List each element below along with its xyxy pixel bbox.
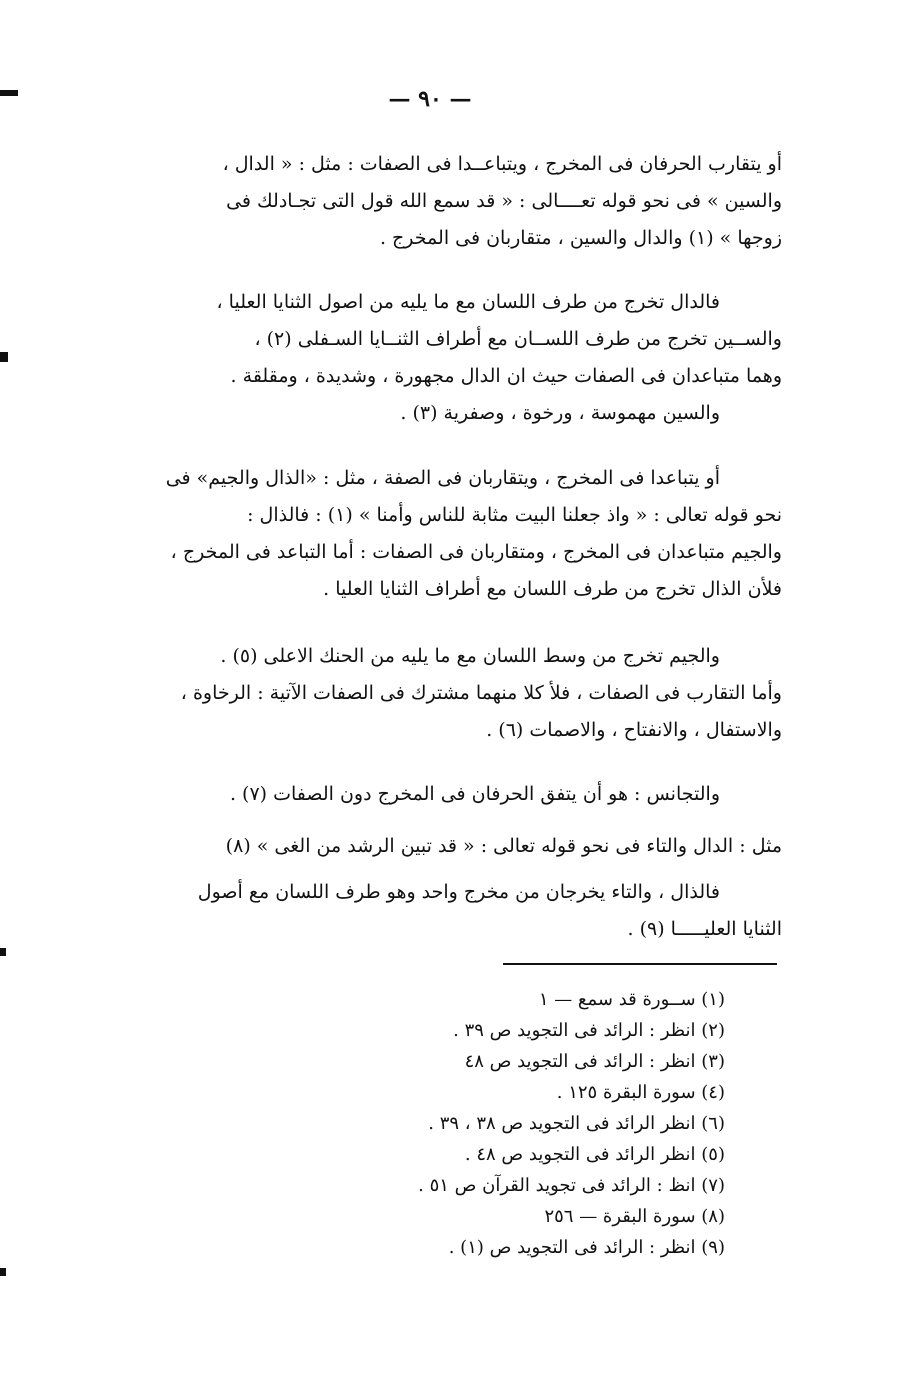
footnote-divider [503,963,777,965]
paragraph [96,284,782,432]
footnote: (٣) انظر : الرائد فى التجويد ص ٤٨ [464,1051,725,1072]
text-line: وهما متباعدان فى الصفات حيث ان الدال مجهورة ، وشديدة ، ومقلقة . [230,365,782,387]
text-line: والســين تخرج من طرف اللســان مع أطراف الثنــايا السـفلى (٢) ، [254,328,782,350]
text-line: مثل : الدال والتاء فى نحو قوله تعالى : « قد تبين الرشد من الغى » (٨) [225,835,782,857]
text-line: نحو قوله تعالى : « واذ جعلنا البيت مثابة للناس وأمنا » (١) : فالذال : [247,504,782,526]
text-line: أو يتباعدا فى المخرج ، ويتقاربان فى الصفة ، مثل : «الذال والجيم» فى [165,467,720,489]
footnote: (٢) انظر : الرائد فى التجويد ص ٣٩ . [453,1020,725,1041]
text-line: فالذال ، والتاء يخرجان من مخرج واحد وهو طرف اللسان مع أصول [197,881,720,903]
text-line: وأما التقارب فى الصفات ، فلأ كلا منهما مشترك فى الصفات الآتية : الرخاوة ، [180,682,782,704]
footnote: (٥) انظر الرائد فى التجويد ص ٤٨ . [464,1144,725,1165]
paragraph [96,146,782,257]
footnote: (٨) سورة البقرة — ٢٥٦ [544,1206,725,1227]
text-line: أو يتقارب الحرفان فى المخرج ، ويتباعــدا فى الصفات : مثل : « الدال ، [222,153,782,175]
footnote: (٧) انظ : الرائد فى تجويد القرآن ص ٥١ . [418,1175,725,1196]
paragraph [96,460,782,608]
text-line: والجيم متباعدان فى المخرج ، ومتقاربان فى الصفات : أما التباعد فى المخرج ، [170,541,782,563]
text-line: الثنايا العليـــــا (٩) . [627,918,782,940]
paragraph [96,638,782,749]
scan-edge-mark [0,352,8,362]
scan-edge-mark [0,1268,6,1276]
text-line: والاستفال ، والانفتاح ، والاصمات (٦) . [486,719,782,741]
paragraph [96,828,782,865]
paragraph [96,874,782,948]
paragraph [96,776,782,813]
footnote: (١) ســورة قد سمع — ١ [538,989,725,1010]
footnotes [300,984,725,1263]
footnote: (٩) انظر : الرائد فى التجويد ص (١) . [448,1237,725,1258]
text-line: والسين مهموسة ، ورخوة ، وصفرية (٣) . [400,402,720,424]
scan-edge-mark [0,90,18,96]
text-line: والسين » فى نحو قوله تعــــالى : « قد سمع الله قول التى تجـادلك فى [226,190,782,212]
text-line: فالدال تخرج من طرف اللسان مع ما يليه من اصول الثنايا العليا ، [216,291,720,313]
footnote: (٤) سورة البقرة ١٢٥ . [556,1082,725,1103]
footnote: (٦) انظر الرائد فى التجويد ص ٣٨ ، ٣٩ . [428,1113,725,1134]
page-number: — ٩٠ — [388,86,472,112]
text-line: فلأن الذال تخرج من طرف اللسان مع أطراف الثنايا العليا . [323,578,782,600]
text-line: والجيم تخرج من وسط اللسان مع ما يليه من الحنك الاعلى (٥) . [220,645,720,667]
text-line: والتجانس : هو أن يتفق الحرفان فى المخرج دون الصفات (٧) . [229,783,720,805]
scan-edge-mark [0,948,6,956]
text-line: زوجها » (١) والدال والسين ، متقاربان فى المخرج . [379,227,782,249]
